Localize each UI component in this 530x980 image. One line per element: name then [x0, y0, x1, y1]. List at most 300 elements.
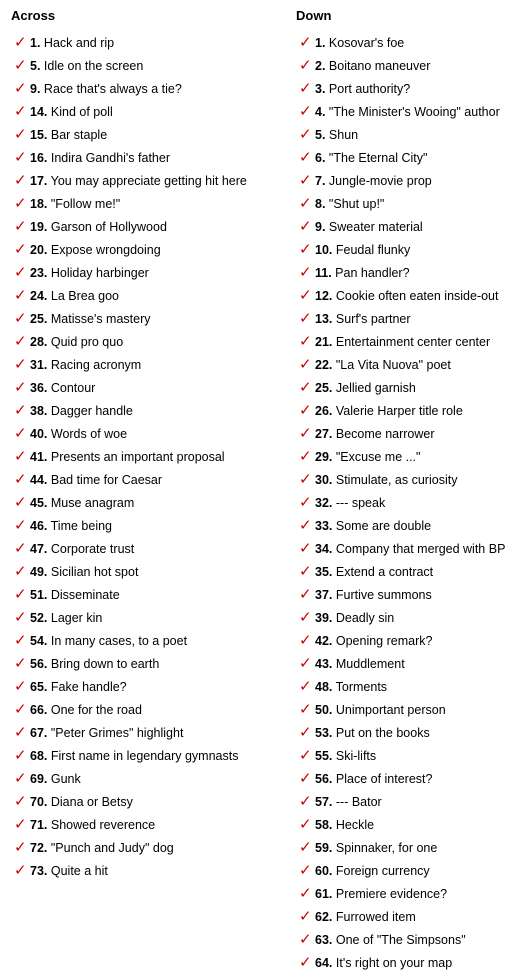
clue-text: It's right on your map	[335, 956, 453, 970]
clue-text: Foreign currency	[335, 864, 430, 878]
check-mark-icon: ✓	[14, 80, 27, 97]
clue-text: Gunk	[50, 772, 81, 786]
check-mark-icon: ✓	[14, 839, 27, 856]
clue-text: Jellied garnish	[335, 381, 416, 395]
clue-number: 8.	[315, 197, 326, 211]
check-mark-icon: ✓	[299, 80, 312, 97]
clue-text: Become narrower	[335, 427, 435, 441]
clue-text: Spinnaker, for one	[335, 841, 438, 855]
across-clue-item[interactable]	[11, 859, 286, 882]
clue-number: 67.	[30, 726, 48, 740]
down-clue-item[interactable]	[296, 192, 530, 215]
down-clue-item[interactable]	[296, 307, 530, 330]
across-column	[11, 0, 286, 882]
clue-number: 9.	[315, 220, 326, 234]
clue-text: Bring down to earth	[50, 657, 160, 671]
clue-text: Cookie often eaten inside-out	[335, 289, 499, 303]
clue-text: Quid pro quo	[50, 335, 124, 349]
clue-text: Time being	[50, 519, 113, 533]
check-mark-icon: ✓	[299, 310, 312, 327]
check-mark-icon: ✓	[14, 149, 27, 166]
across-clue-item[interactable]	[11, 284, 286, 307]
clue-number: 33.	[315, 519, 333, 533]
clue-number: 62.	[315, 910, 333, 924]
clue-number: 73.	[30, 864, 48, 878]
check-mark-icon: ✓	[14, 34, 27, 51]
check-mark-icon: ✓	[14, 655, 27, 672]
check-mark-icon: ✓	[14, 632, 27, 649]
across-clue-item[interactable]	[11, 445, 286, 468]
clue-text: Furtive summons	[335, 588, 432, 602]
check-mark-icon: ✓	[14, 563, 27, 580]
check-mark-icon: ✓	[14, 57, 27, 74]
clue-number: 72.	[30, 841, 48, 855]
check-mark-icon: ✓	[299, 885, 312, 902]
clue-number: 15.	[30, 128, 48, 142]
clue-text: "Follow me!"	[50, 197, 121, 211]
across-clue-item[interactable]	[11, 537, 286, 560]
down-clue-item[interactable]	[296, 399, 530, 422]
clue-number: 12.	[315, 289, 333, 303]
across-clue-item[interactable]	[11, 192, 286, 215]
check-mark-icon: ✓	[299, 609, 312, 626]
check-mark-icon: ✓	[14, 517, 27, 534]
across-clue-list	[11, 31, 286, 882]
check-mark-icon: ✓	[14, 770, 27, 787]
across-clue-item[interactable]	[11, 399, 286, 422]
clue-text: Premiere evidence?	[335, 887, 448, 901]
clue-number: 22.	[315, 358, 333, 372]
across-clue-item[interactable]	[11, 54, 286, 77]
check-mark-icon: ✓	[14, 609, 27, 626]
check-mark-icon: ✓	[299, 34, 312, 51]
clue-number: 50.	[315, 703, 333, 717]
across-clue-item[interactable]	[11, 698, 286, 721]
across-clue-item[interactable]	[11, 629, 286, 652]
down-clue-item[interactable]	[296, 675, 530, 698]
across-clue-item[interactable]	[11, 261, 286, 284]
clue-number: 45.	[30, 496, 48, 510]
clue-text: Bar staple	[50, 128, 108, 142]
clue-number: 1.	[30, 36, 41, 50]
clue-text: Put on the books	[335, 726, 430, 740]
across-clue-item[interactable]	[11, 77, 286, 100]
down-clue-item[interactable]	[296, 422, 530, 445]
check-mark-icon: ✓	[299, 448, 312, 465]
across-clue-item[interactable]	[11, 836, 286, 859]
across-clue-item[interactable]	[11, 514, 286, 537]
clue-text: "Peter Grimes" highlight	[50, 726, 184, 740]
clue-text: You may appreciate getting hit here	[50, 174, 247, 188]
clue-number: 48.	[315, 680, 333, 694]
down-clue-item[interactable]	[296, 537, 530, 560]
clue-number: 36.	[30, 381, 48, 395]
clue-text: Hack and rip	[43, 36, 115, 50]
clue-number: 69.	[30, 772, 48, 786]
down-clue-item[interactable]	[296, 928, 530, 951]
down-clue-item[interactable]	[296, 882, 530, 905]
clue-number: 65.	[30, 680, 48, 694]
clue-number: 7.	[315, 174, 326, 188]
clue-text: Unimportant person	[335, 703, 446, 717]
clue-text: "The Minister's Wooing" author	[328, 105, 500, 119]
clue-text: Company that merged with BP	[335, 542, 506, 556]
clue-number: 20.	[30, 243, 48, 257]
across-clue-item[interactable]	[11, 583, 286, 606]
check-mark-icon: ✓	[14, 448, 27, 465]
across-clue-item[interactable]	[11, 146, 286, 169]
check-mark-icon: ✓	[299, 632, 312, 649]
clue-text: Bad time for Caesar	[50, 473, 163, 487]
down-clue-item[interactable]	[296, 100, 530, 123]
clue-text: Sicilian hot spot	[50, 565, 139, 579]
clue-text: Stimulate, as curiosity	[335, 473, 458, 487]
check-mark-icon: ✓	[14, 816, 27, 833]
across-clue-item[interactable]	[11, 744, 286, 767]
clue-number: 41.	[30, 450, 48, 464]
clue-number: 49.	[30, 565, 48, 579]
check-mark-icon: ✓	[14, 379, 27, 396]
clue-text: Kosovar's foe	[328, 36, 405, 50]
clue-text: Sweater material	[328, 220, 423, 234]
check-mark-icon: ✓	[14, 747, 27, 764]
check-mark-icon: ✓	[299, 770, 312, 787]
check-mark-icon: ✓	[299, 264, 312, 281]
clue-text: Extend a contract	[335, 565, 434, 579]
clue-text: Boitano maneuver	[328, 59, 431, 73]
down-clue-item[interactable]	[296, 238, 530, 261]
check-mark-icon: ✓	[14, 287, 27, 304]
clue-text: --- speak	[335, 496, 386, 510]
clue-text: Furrowed item	[335, 910, 416, 924]
down-clue-item[interactable]	[296, 514, 530, 537]
clue-text: Deadly sin	[335, 611, 395, 625]
clue-number: 10.	[315, 243, 333, 257]
clue-number: 71.	[30, 818, 48, 832]
clue-number: 1.	[315, 36, 326, 50]
check-mark-icon: ✓	[14, 540, 27, 557]
clue-number: 39.	[315, 611, 333, 625]
check-mark-icon: ✓	[14, 862, 27, 879]
clue-text: "The Eternal City"	[328, 151, 428, 165]
clue-number: 21.	[315, 335, 333, 349]
down-clue-item[interactable]	[296, 813, 530, 836]
across-clue-item[interactable]	[11, 468, 286, 491]
check-mark-icon: ✓	[14, 103, 27, 120]
down-clue-item[interactable]	[296, 951, 530, 974]
check-mark-icon: ✓	[299, 494, 312, 511]
clue-number: 42.	[315, 634, 333, 648]
across-clue-item[interactable]	[11, 307, 286, 330]
clue-number: 44.	[30, 473, 48, 487]
clue-number: 5.	[30, 59, 41, 73]
check-mark-icon: ✓	[14, 471, 27, 488]
clue-text: Showed reverence	[50, 818, 156, 832]
down-clue-item[interactable]	[296, 284, 530, 307]
across-clue-item[interactable]	[11, 376, 286, 399]
check-mark-icon: ✓	[299, 195, 312, 212]
across-clue-item[interactable]	[11, 813, 286, 836]
clue-number: 37.	[315, 588, 333, 602]
check-mark-icon: ✓	[299, 333, 312, 350]
clue-number: 18.	[30, 197, 48, 211]
check-mark-icon: ✓	[299, 241, 312, 258]
clue-text: Fake handle?	[50, 680, 127, 694]
clue-text: Feudal flunky	[335, 243, 411, 257]
across-clue-item[interactable]	[11, 215, 286, 238]
clue-text: Expose wrongdoing	[50, 243, 161, 257]
check-mark-icon: ✓	[14, 264, 27, 281]
across-clue-item[interactable]	[11, 31, 286, 54]
clue-number: 46.	[30, 519, 48, 533]
check-mark-icon: ✓	[14, 310, 27, 327]
clue-text: "Shut up!"	[328, 197, 385, 211]
across-clue-item[interactable]	[11, 169, 286, 192]
clue-number: 14.	[30, 105, 48, 119]
clue-number: 57.	[315, 795, 333, 809]
clue-number: 32.	[315, 496, 333, 510]
clue-number: 11.	[315, 266, 332, 280]
check-mark-icon: ✓	[299, 126, 312, 143]
clue-number: 55.	[315, 749, 333, 763]
clue-text: Indira Gandhi's father	[50, 151, 170, 165]
clue-text: One for the road	[50, 703, 142, 717]
across-clue-item[interactable]	[11, 560, 286, 583]
clue-number: 64.	[315, 956, 333, 970]
check-mark-icon: ✓	[299, 701, 312, 718]
clue-text: Surf's partner	[335, 312, 411, 326]
clue-text: Race that's always a tie?	[43, 82, 182, 96]
across-heading: Across	[11, 8, 56, 23]
clue-number: 51.	[30, 588, 48, 602]
down-clue-item[interactable]	[296, 54, 530, 77]
clue-text: Place of interest?	[335, 772, 433, 786]
down-clue-item[interactable]	[296, 353, 530, 376]
clue-text: Lager kin	[50, 611, 103, 625]
clue-number: 47.	[30, 542, 48, 556]
clue-text: Quite a hit	[50, 864, 108, 878]
check-mark-icon: ✓	[299, 931, 312, 948]
check-mark-icon: ✓	[299, 862, 312, 879]
clue-number: 9.	[30, 82, 41, 96]
across-clue-item[interactable]	[11, 238, 286, 261]
clue-number: 25.	[30, 312, 48, 326]
clue-text: In many cases, to a poet	[50, 634, 188, 648]
down-clue-item[interactable]	[296, 606, 530, 629]
check-mark-icon: ✓	[299, 425, 312, 442]
down-clue-item[interactable]	[296, 790, 530, 813]
across-clue-item[interactable]	[11, 606, 286, 629]
clue-text: Contour	[50, 381, 96, 395]
clue-text: "Punch and Judy" dog	[50, 841, 174, 855]
clue-text: Holiday harbinger	[50, 266, 149, 280]
down-clue-item[interactable]	[296, 721, 530, 744]
down-clue-item[interactable]	[296, 905, 530, 928]
across-clue-item[interactable]	[11, 767, 286, 790]
clue-text: First name in legendary gymnasts	[50, 749, 239, 763]
down-clue-item[interactable]	[296, 376, 530, 399]
check-mark-icon: ✓	[299, 954, 312, 971]
check-mark-icon: ✓	[14, 241, 27, 258]
check-mark-icon: ✓	[299, 172, 312, 189]
clue-number: 63.	[315, 933, 333, 947]
down-clue-item[interactable]	[296, 123, 530, 146]
down-clue-item[interactable]	[296, 468, 530, 491]
check-mark-icon: ✓	[14, 724, 27, 741]
across-clue-item[interactable]	[11, 353, 286, 376]
check-mark-icon: ✓	[299, 816, 312, 833]
check-mark-icon: ✓	[299, 471, 312, 488]
check-mark-icon: ✓	[299, 678, 312, 695]
check-mark-icon: ✓	[299, 57, 312, 74]
check-mark-icon: ✓	[299, 747, 312, 764]
clue-number: 29.	[315, 450, 333, 464]
clue-text: "La Vita Nuova" poet	[335, 358, 451, 372]
check-mark-icon: ✓	[299, 103, 312, 120]
across-clue-item[interactable]	[11, 721, 286, 744]
clue-number: 70.	[30, 795, 48, 809]
clue-text: Kind of poll	[50, 105, 113, 119]
clue-text: Muse anagram	[50, 496, 135, 510]
across-clue-item[interactable]	[11, 675, 286, 698]
clue-number: 26.	[315, 404, 333, 418]
down-clue-item[interactable]	[296, 583, 530, 606]
check-mark-icon: ✓	[299, 793, 312, 810]
check-mark-icon: ✓	[299, 908, 312, 925]
clue-number: 3.	[315, 82, 326, 96]
check-mark-icon: ✓	[14, 586, 27, 603]
check-mark-icon: ✓	[14, 793, 27, 810]
clue-text: Words of woe	[50, 427, 128, 441]
clue-number: 19.	[30, 220, 48, 234]
clue-text: "Excuse me ..."	[335, 450, 421, 464]
clue-text: Some are double	[335, 519, 432, 533]
across-clue-item[interactable]	[11, 422, 286, 445]
clue-number: 54.	[30, 634, 48, 648]
down-clue-item[interactable]	[296, 698, 530, 721]
across-clue-item[interactable]	[11, 790, 286, 813]
clue-text: Disseminate	[50, 588, 120, 602]
down-clue-item[interactable]	[296, 146, 530, 169]
down-clue-item[interactable]	[296, 77, 530, 100]
clue-text: Port authority?	[328, 82, 411, 96]
clue-text: Entertainment center center	[335, 335, 491, 349]
check-mark-icon: ✓	[14, 218, 27, 235]
check-mark-icon: ✓	[14, 172, 27, 189]
across-clue-item[interactable]	[11, 100, 286, 123]
check-mark-icon: ✓	[14, 195, 27, 212]
down-clue-item[interactable]	[296, 836, 530, 859]
clue-text: Presents an important proposal	[50, 450, 225, 464]
clue-text: Muddlement	[335, 657, 405, 671]
clue-text: Garson of Hollywood	[50, 220, 167, 234]
clue-number: 4.	[315, 105, 326, 119]
clue-number: 17.	[30, 174, 48, 188]
across-clue-item[interactable]	[11, 491, 286, 514]
clue-number: 52.	[30, 611, 48, 625]
check-mark-icon: ✓	[299, 402, 312, 419]
clue-text: Corporate trust	[50, 542, 135, 556]
clue-text: Racing acronym	[50, 358, 142, 372]
down-clue-item[interactable]	[296, 491, 530, 514]
clue-number: 2.	[315, 59, 326, 73]
clue-text: Shun	[328, 128, 359, 142]
clue-text: Dagger handle	[50, 404, 133, 418]
clue-number: 56.	[30, 657, 48, 671]
check-mark-icon: ✓	[14, 333, 27, 350]
check-mark-icon: ✓	[14, 701, 27, 718]
clue-number: 66.	[30, 703, 48, 717]
clue-text: Ski-lifts	[335, 749, 377, 763]
clue-text: Heckle	[335, 818, 375, 832]
clue-number: 24.	[30, 289, 48, 303]
clue-number: 25.	[315, 381, 333, 395]
check-mark-icon: ✓	[14, 126, 27, 143]
down-clue-item[interactable]	[296, 744, 530, 767]
down-clue-list	[296, 31, 530, 974]
down-clue-item[interactable]	[296, 652, 530, 675]
down-clue-item[interactable]	[296, 767, 530, 790]
clue-text: --- Bator	[335, 795, 382, 809]
clue-number: 38.	[30, 404, 48, 418]
check-mark-icon: ✓	[299, 379, 312, 396]
clue-number: 6.	[315, 151, 326, 165]
across-clue-item[interactable]	[11, 330, 286, 353]
check-mark-icon: ✓	[299, 655, 312, 672]
down-clue-item[interactable]	[296, 261, 530, 284]
down-clue-item[interactable]	[296, 859, 530, 882]
down-clue-item[interactable]	[296, 330, 530, 353]
check-mark-icon: ✓	[299, 356, 312, 373]
down-clue-item[interactable]	[296, 31, 530, 54]
check-mark-icon: ✓	[14, 402, 27, 419]
clue-number: 40.	[30, 427, 48, 441]
check-mark-icon: ✓	[14, 678, 27, 695]
clue-text: Diana or Betsy	[50, 795, 133, 809]
check-mark-icon: ✓	[299, 540, 312, 557]
clue-text: Valerie Harper title role	[335, 404, 463, 418]
clue-number: 13.	[315, 312, 333, 326]
across-clue-item[interactable]	[11, 652, 286, 675]
down-clue-item[interactable]	[296, 445, 530, 468]
check-mark-icon: ✓	[299, 586, 312, 603]
clue-text: Jungle-movie prop	[328, 174, 432, 188]
clue-number: 68.	[30, 749, 48, 763]
clue-number: 23.	[30, 266, 48, 280]
clue-number: 60.	[315, 864, 333, 878]
clue-number: 5.	[315, 128, 326, 142]
down-clue-item[interactable]	[296, 629, 530, 652]
clue-number: 59.	[315, 841, 333, 855]
clue-number: 53.	[315, 726, 333, 740]
clue-number: 35.	[315, 565, 333, 579]
check-mark-icon: ✓	[14, 356, 27, 373]
clue-number: 58.	[315, 818, 333, 832]
down-heading: Down	[296, 8, 332, 23]
down-column	[296, 0, 530, 974]
down-clue-item[interactable]	[296, 560, 530, 583]
clue-number: 61.	[315, 887, 333, 901]
down-clue-item[interactable]	[296, 169, 530, 192]
clue-text: Idle on the screen	[43, 59, 144, 73]
across-clue-item[interactable]	[11, 123, 286, 146]
clue-number: 16.	[30, 151, 48, 165]
check-mark-icon: ✓	[299, 517, 312, 534]
clue-text: Matisse's mastery	[50, 312, 151, 326]
clue-text: Torments	[335, 680, 388, 694]
check-mark-icon: ✓	[299, 149, 312, 166]
down-clue-item[interactable]	[296, 215, 530, 238]
